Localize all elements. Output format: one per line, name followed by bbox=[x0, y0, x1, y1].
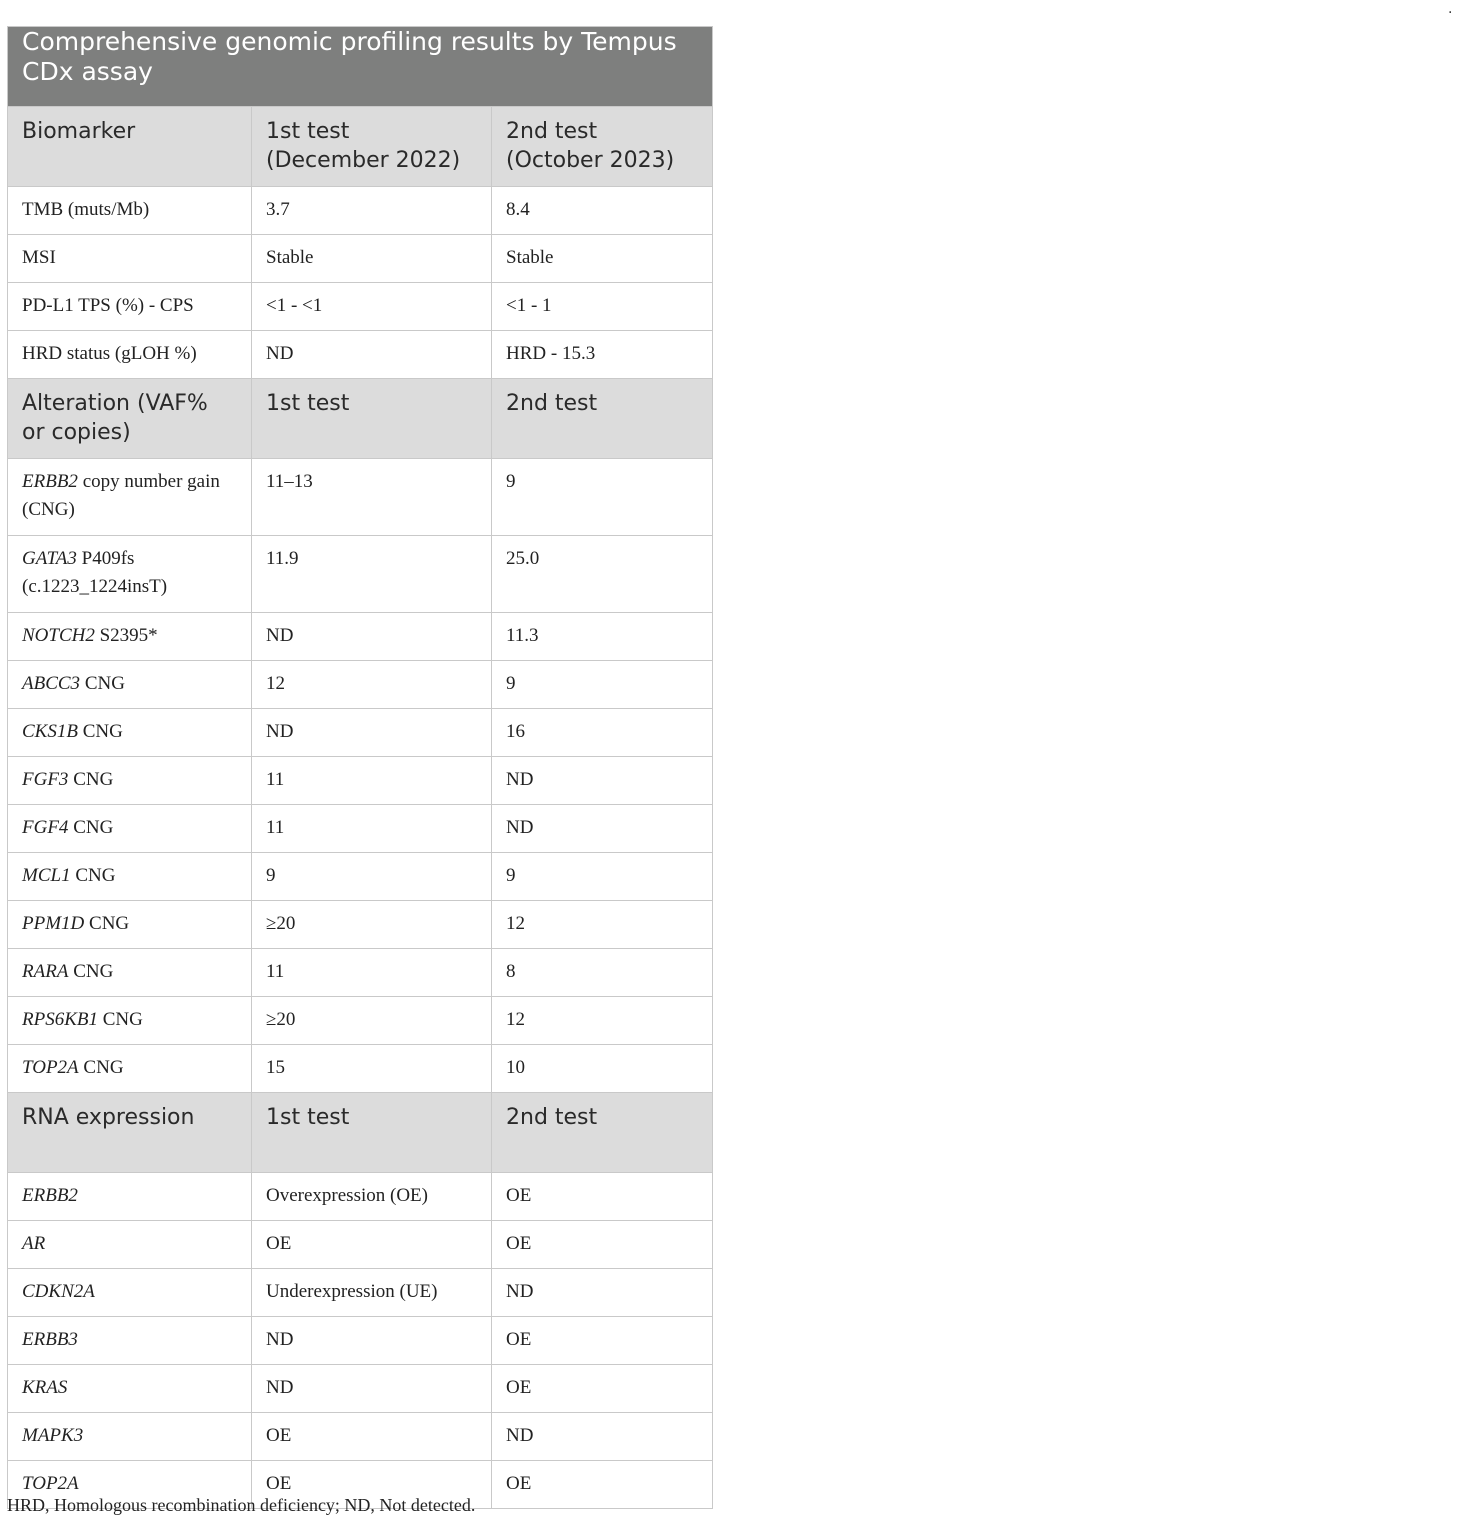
gene-name: MAPK3 bbox=[22, 1425, 84, 1446]
table-row bbox=[8, 901, 713, 949]
gene-name: TOP2A bbox=[22, 1057, 79, 1078]
gene-name: GATA3 bbox=[22, 548, 77, 569]
section-header-test2: 2nd test (October 2023) bbox=[492, 107, 713, 187]
table-title: Comprehensive genomic profiling results by Tempus CDx assay bbox=[8, 27, 713, 107]
row-label-cell bbox=[8, 997, 252, 1045]
section-header-test1: 1st test bbox=[252, 1093, 492, 1173]
test2-value: ND bbox=[492, 1413, 713, 1461]
row-label-cell bbox=[8, 459, 252, 536]
table-row bbox=[8, 1269, 713, 1317]
test1-value: <1 - <1 bbox=[252, 283, 492, 331]
test2-value: OE bbox=[492, 1221, 713, 1269]
corner-mark: . bbox=[1448, 1, 1453, 17]
row-label-cell bbox=[8, 536, 252, 613]
gene-name: CDKN2A bbox=[22, 1281, 95, 1302]
section-header-test2: 2nd test bbox=[492, 379, 713, 459]
row-label-cell bbox=[8, 709, 252, 757]
test1-value: ND bbox=[252, 331, 492, 379]
table-row bbox=[8, 997, 713, 1045]
row-label: CNG bbox=[68, 961, 114, 982]
test2-value: 8 bbox=[492, 949, 713, 997]
table-row bbox=[8, 661, 713, 709]
section-header-test1: 1st test bbox=[252, 379, 492, 459]
row-label: CNG bbox=[80, 673, 125, 694]
test1-value: OE bbox=[252, 1461, 492, 1509]
genomic-profiling-table bbox=[7, 26, 713, 1509]
test2-value: 25.0 bbox=[492, 536, 713, 613]
test1-value: 12 bbox=[252, 661, 492, 709]
test2-value: Stable bbox=[492, 235, 713, 283]
gene-name: CKS1B bbox=[22, 721, 78, 742]
row-label: copy number gain (CNG) bbox=[22, 471, 220, 520]
table-row bbox=[8, 757, 713, 805]
test2-value: ND bbox=[492, 805, 713, 853]
test2-value: 11.3 bbox=[492, 613, 713, 661]
row-label-cell bbox=[8, 1317, 252, 1365]
row-label-cell bbox=[8, 757, 252, 805]
table-row bbox=[8, 459, 713, 536]
test1-value: ≥20 bbox=[252, 997, 492, 1045]
row-label-cell bbox=[8, 901, 252, 949]
table-row bbox=[8, 709, 713, 757]
row-label: CNG bbox=[78, 1057, 124, 1078]
row-label-cell bbox=[8, 661, 252, 709]
row-label: MSI bbox=[22, 247, 56, 268]
test1-value: ND bbox=[252, 1317, 492, 1365]
table-footnote: HRD, Homologous recombination deficiency; ND, Not detected. bbox=[7, 1495, 476, 1515]
section-header-test2: 2nd test bbox=[492, 1093, 713, 1173]
row-label-cell bbox=[8, 187, 252, 235]
row-label: CNG bbox=[68, 817, 114, 838]
gene-name: RPS6KB1 bbox=[22, 1009, 98, 1030]
gene-name: ERBB2 bbox=[22, 1185, 78, 1206]
row-label-cell bbox=[8, 1221, 252, 1269]
test2-value: 9 bbox=[492, 853, 713, 901]
test1-value: 15 bbox=[252, 1045, 492, 1093]
test1-value: 11 bbox=[252, 757, 492, 805]
row-label: CNG bbox=[68, 769, 114, 790]
row-label: S2395* bbox=[94, 625, 158, 646]
gene-name: KRAS bbox=[22, 1377, 68, 1398]
row-label: P409fs (c.1223_1224insT) bbox=[22, 548, 168, 597]
test2-value: 12 bbox=[492, 901, 713, 949]
test1-value: 11 bbox=[252, 949, 492, 997]
test1-value: 3.7 bbox=[252, 187, 492, 235]
row-label-cell bbox=[8, 949, 252, 997]
gene-name: ABCC3 bbox=[22, 673, 81, 694]
test2-value: HRD - 15.3 bbox=[492, 331, 713, 379]
table-row bbox=[8, 1173, 713, 1221]
test1-value: ≥20 bbox=[252, 901, 492, 949]
gene-name: PPM1D bbox=[22, 913, 85, 934]
table-row bbox=[8, 1317, 713, 1365]
table-row bbox=[8, 1365, 713, 1413]
test1-value: 11.9 bbox=[252, 536, 492, 613]
gene-name: RARA bbox=[22, 961, 69, 982]
row-label-cell bbox=[8, 1269, 252, 1317]
test2-value: 10 bbox=[492, 1045, 713, 1093]
table-row bbox=[8, 235, 713, 283]
test1-value: ND bbox=[252, 613, 492, 661]
table-row bbox=[8, 853, 713, 901]
row-label: PD-L1 TPS (%) - CPS bbox=[22, 295, 194, 316]
table-row bbox=[8, 1221, 713, 1269]
test1-value: 11–13 bbox=[252, 459, 492, 536]
row-label-cell bbox=[8, 1365, 252, 1413]
section-header-label: Biomarker bbox=[8, 107, 252, 187]
test1-value: Stable bbox=[252, 235, 492, 283]
table-row bbox=[8, 331, 713, 379]
row-label-cell bbox=[8, 805, 252, 853]
table-row bbox=[8, 1045, 713, 1093]
table-row bbox=[8, 805, 713, 853]
test2-value: 16 bbox=[492, 709, 713, 757]
test1-value: ND bbox=[252, 709, 492, 757]
row-label: TMB (muts/Mb) bbox=[22, 199, 150, 220]
gene-name: NOTCH2 bbox=[22, 625, 95, 646]
test1-value: OE bbox=[252, 1221, 492, 1269]
section-header-label: Alteration (VAF% or copies) bbox=[8, 379, 252, 459]
gene-name: TOP2A bbox=[22, 1473, 79, 1494]
row-label-cell bbox=[8, 1045, 252, 1093]
row-label-cell bbox=[8, 331, 252, 379]
row-label: CNG bbox=[70, 865, 116, 886]
test1-value: Overexpression (OE) bbox=[252, 1173, 492, 1221]
gene-name: MCL1 bbox=[22, 865, 71, 886]
section-header-row bbox=[8, 1093, 713, 1173]
table-row bbox=[8, 1413, 713, 1461]
test2-value: OE bbox=[492, 1173, 713, 1221]
table-body bbox=[8, 107, 713, 1509]
table-row bbox=[8, 949, 713, 997]
gene-name: ERBB2 bbox=[22, 471, 78, 492]
table-row bbox=[8, 613, 713, 661]
section-header-row bbox=[8, 379, 713, 459]
test1-value: 11 bbox=[252, 805, 492, 853]
test2-value: 12 bbox=[492, 997, 713, 1045]
row-label-cell bbox=[8, 283, 252, 331]
row-label-cell bbox=[8, 1413, 252, 1461]
row-label: CNG bbox=[98, 1009, 143, 1030]
row-label: CNG bbox=[77, 721, 123, 742]
table-row bbox=[8, 187, 713, 235]
gene-name: ERBB3 bbox=[22, 1329, 78, 1350]
test2-value: ND bbox=[492, 1269, 713, 1317]
test1-value: 9 bbox=[252, 853, 492, 901]
row-label-cell bbox=[8, 235, 252, 283]
section-header-label: RNA expression bbox=[8, 1093, 252, 1173]
test2-value: 9 bbox=[492, 661, 713, 709]
row-label-cell bbox=[8, 1173, 252, 1221]
test2-value: <1 - 1 bbox=[492, 283, 713, 331]
row-label: HRD status (gLOH %) bbox=[22, 343, 197, 364]
table-row bbox=[8, 283, 713, 331]
test2-value: OE bbox=[492, 1365, 713, 1413]
gene-name: FGF3 bbox=[22, 769, 69, 790]
row-label-cell bbox=[8, 853, 252, 901]
test1-value: ND bbox=[252, 1365, 492, 1413]
section-header-test1: 1st test (December 2022) bbox=[252, 107, 492, 187]
row-label-cell bbox=[8, 613, 252, 661]
test2-value: ND bbox=[492, 757, 713, 805]
test2-value: OE bbox=[492, 1317, 713, 1365]
test2-value: OE bbox=[492, 1461, 713, 1509]
test1-value: Underexpression (UE) bbox=[252, 1269, 492, 1317]
gene-name: AR bbox=[22, 1233, 46, 1254]
test1-value: OE bbox=[252, 1413, 492, 1461]
gene-name: FGF4 bbox=[22, 817, 69, 838]
table-row bbox=[8, 536, 713, 613]
test2-value: 8.4 bbox=[492, 187, 713, 235]
section-header-row bbox=[8, 107, 713, 187]
row-label: CNG bbox=[84, 913, 130, 934]
test2-value: 9 bbox=[492, 459, 713, 536]
